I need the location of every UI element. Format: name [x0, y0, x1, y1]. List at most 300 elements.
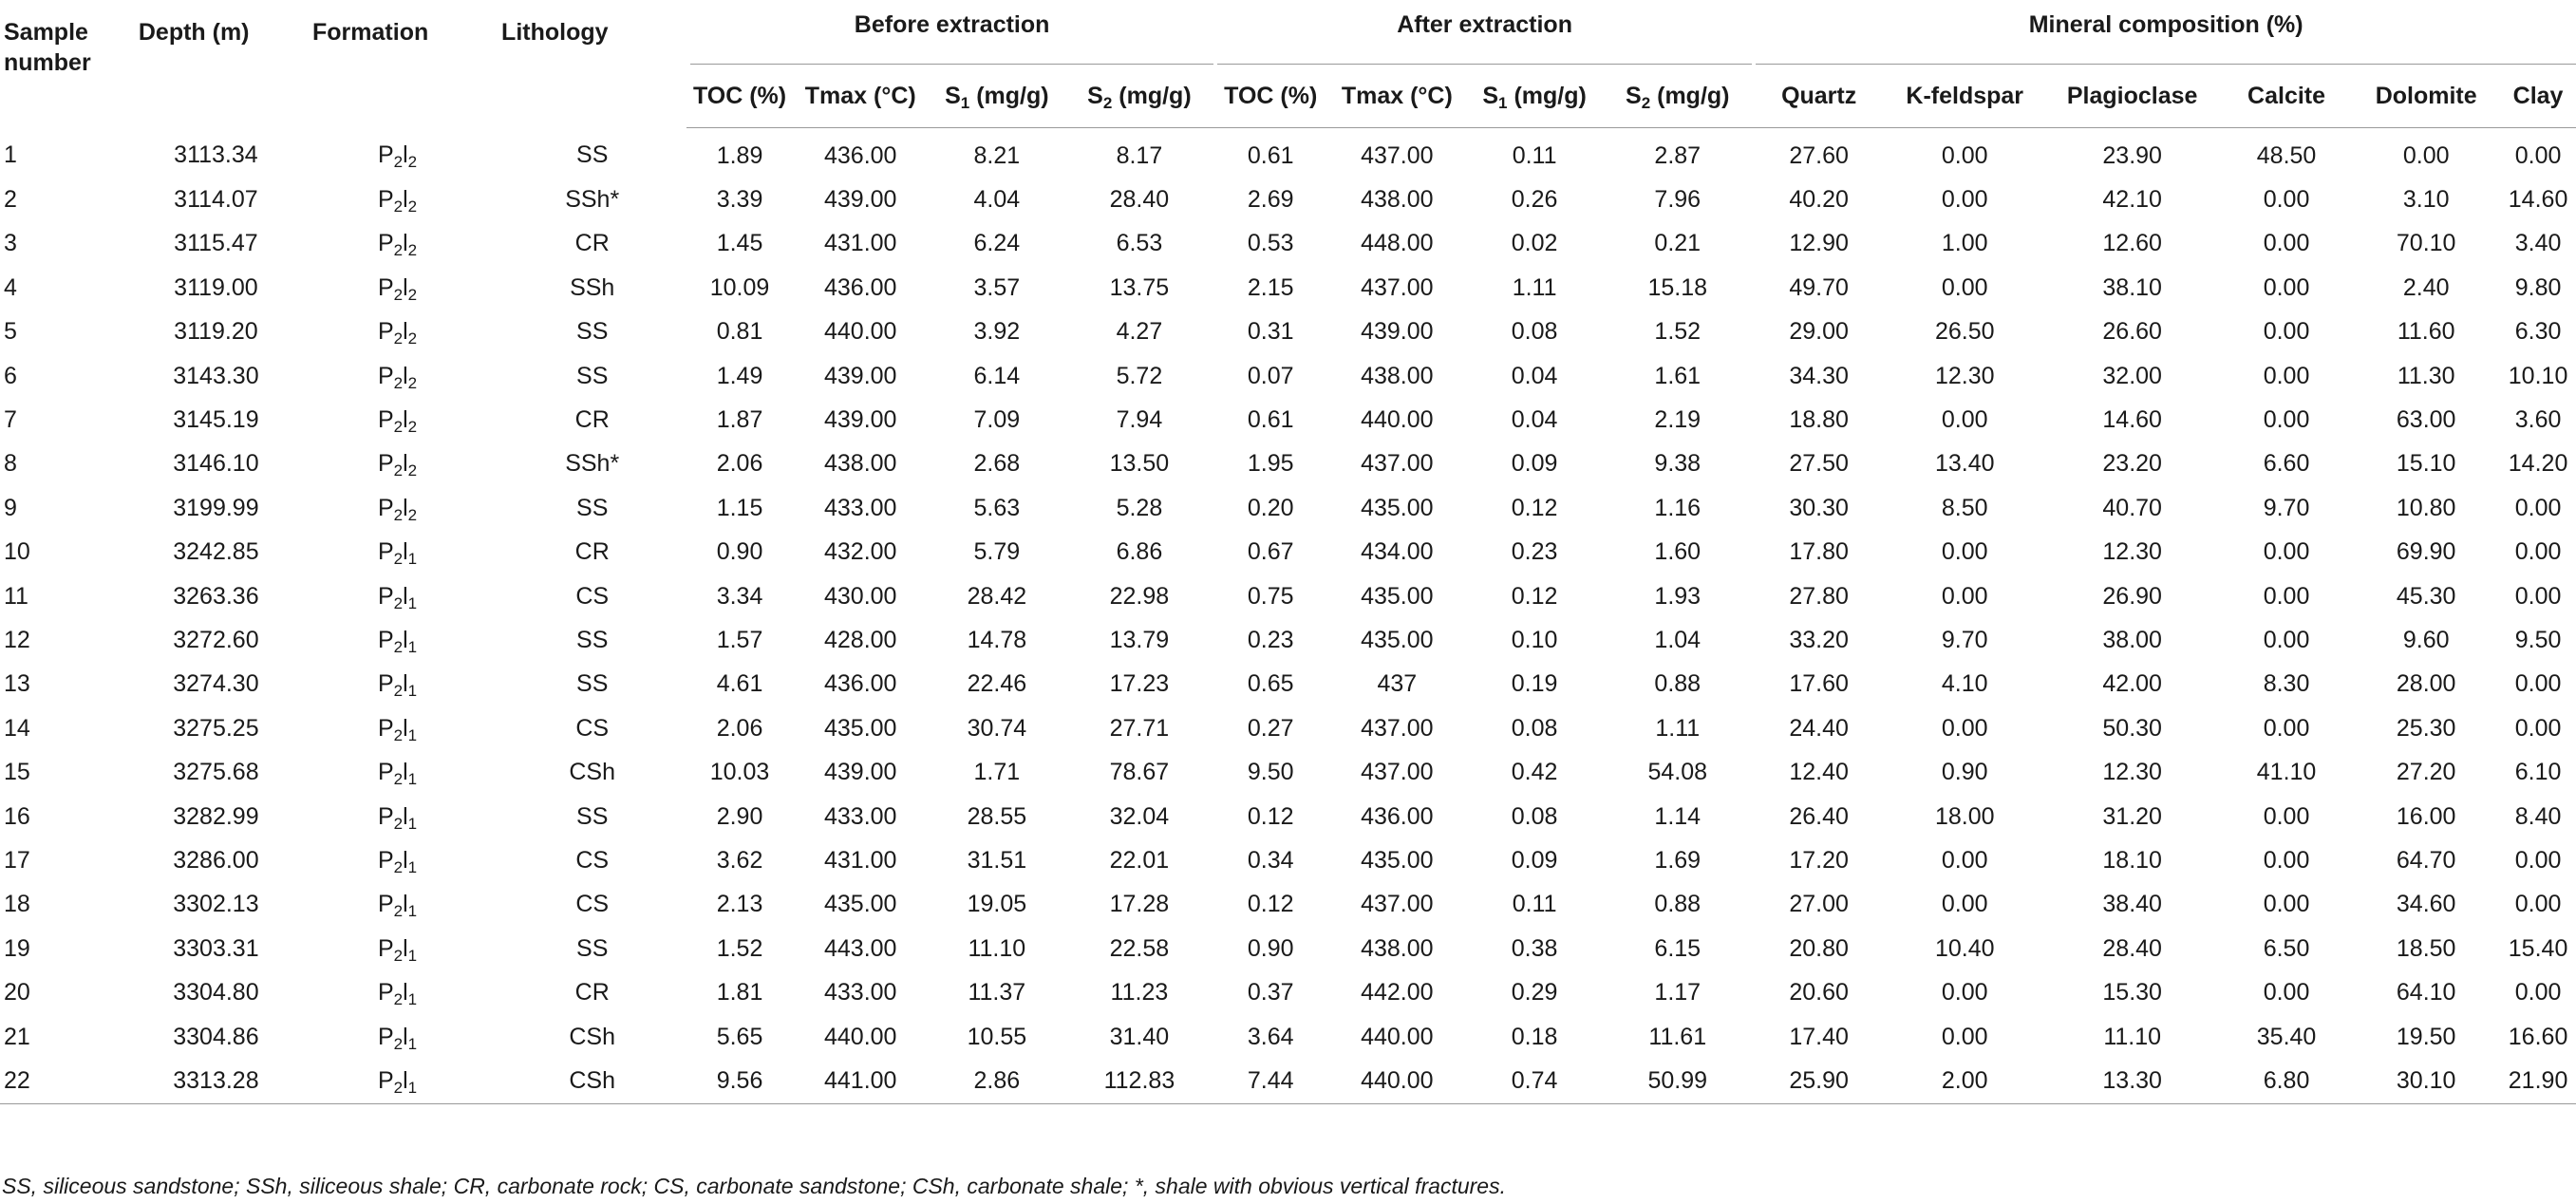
cell-dolomite: 34.60	[2396, 891, 2456, 918]
group-label-mineral: Mineral composition (%)	[1756, 11, 2576, 65]
header-after-toc: TOC (%)	[1213, 72, 1328, 128]
cell-after-tmax: 435.00	[1361, 582, 1434, 610]
cell-before-tmax: 428.00	[824, 626, 897, 653]
cell-formation: $P_2l_2$	[377, 494, 418, 524]
cell-after-s2: 7.96	[1654, 186, 1702, 214]
cell-formation: $P_2l_2$	[377, 141, 418, 172]
cell-before-s1: 30.74	[967, 714, 1027, 742]
cell-before-tmax: 431.00	[824, 846, 897, 874]
cell-before-s2: 8.17	[1116, 141, 1163, 169]
cell-kfeldspar: 0.00	[1941, 714, 1988, 742]
cell-quartz: 27.50	[1789, 450, 1849, 478]
cell-dolomite: 18.50	[2396, 934, 2456, 962]
cell-formation: $P_2l_2$	[377, 186, 418, 216]
cell-formation: $P_2l_1$	[297, 1059, 498, 1103]
cell-before-toc: 5.65	[716, 1023, 763, 1050]
cell-after-toc: 2.15	[1247, 273, 1294, 301]
cell-after-s1: 0.19	[1511, 670, 1558, 698]
cell-after-toc: 0.90	[1247, 934, 1294, 962]
cell-quartz: 27.60	[1789, 141, 1849, 169]
cell-quartz: 30.30	[1789, 494, 1849, 521]
cell-quartz: 34.30	[1789, 362, 1849, 389]
cell-after-s2: 1.60	[1654, 538, 1702, 566]
cell-formation: $P_2l_1$	[377, 1023, 418, 1053]
cell-clay: 14.60	[2508, 186, 2568, 214]
cell-after-tmax: 435.00	[1361, 626, 1434, 653]
cell-quartz: 12.90	[1789, 230, 1849, 257]
cell-before-toc: 3.39	[716, 186, 763, 214]
cell-after-s2: 54.08	[1647, 759, 1708, 786]
header-group-mineral-composition	[1752, 0, 2576, 72]
cell-before-toc: 2.06	[716, 714, 763, 742]
cell-after-toc: 0.67	[1247, 538, 1294, 566]
cell-formation: $P_2l_2$	[377, 362, 418, 392]
cell-before-s2: 17.23	[1109, 670, 1170, 698]
cell-after-s1: 0.04	[1511, 406, 1558, 434]
table-row	[0, 354, 2576, 398]
cell-plagioclase: 11.10	[2103, 1023, 2162, 1050]
cell-kfeldspar: 0.00	[1941, 979, 1988, 1006]
cell-after-s1: 1.11	[1512, 273, 1557, 301]
cell-depth: 3275.25	[173, 714, 259, 742]
cell-quartz: 17.60	[1789, 670, 1849, 698]
cell-after-toc: 1.95	[1247, 450, 1294, 478]
cell-before-toc: 2.90	[716, 802, 763, 830]
cell-before-s2: 5.72	[1116, 362, 1163, 389]
cell-after-s2: 50.99	[1603, 1059, 1752, 1103]
cell-after-s1: 0.12	[1511, 582, 1558, 610]
cell-plagioclase: 38.40	[2102, 891, 2162, 918]
header-plagioclase: Plagioclase	[2043, 72, 2220, 128]
cell-before-tmax: 439.00	[824, 186, 897, 214]
cell-before-tmax: 433.00	[824, 494, 897, 521]
cell-kfeldspar: 0.90	[1941, 759, 1988, 786]
cell-after-toc: 0.12	[1247, 891, 1294, 918]
cell-after-s2: 1.14	[1654, 802, 1702, 830]
cell-calcite: 0.00	[2263, 230, 2310, 257]
table-row	[0, 838, 2576, 882]
cell-after-toc: 0.23	[1247, 626, 1294, 653]
cell-before-toc: 0.81	[716, 318, 763, 346]
table-row	[0, 970, 2576, 1014]
cell-sample-number: 22	[0, 1059, 135, 1103]
cell-clay: 0.00	[2514, 891, 2562, 918]
cell-depth: 3199.99	[173, 494, 259, 521]
cell-dolomite: 28.00	[2396, 670, 2456, 698]
cell-clay: 16.60	[2508, 1023, 2568, 1050]
cell-depth: 3275.68	[173, 759, 259, 786]
cell-after-s1: 0.42	[1511, 759, 1558, 786]
cell-after-s1: 0.38	[1511, 934, 1558, 962]
cell-before-s1: 14.78	[967, 626, 1027, 653]
cell-before-toc: 0.90	[716, 538, 763, 566]
cell-after-s1: 0.08	[1511, 318, 1558, 346]
table-row	[0, 663, 2576, 706]
cell-after-s2: 2.87	[1654, 141, 1702, 169]
cell-kfeldspar: 0.00	[1941, 891, 1988, 918]
cell-formation: $P_2l_1$	[377, 626, 418, 656]
cell-before-s2: 17.28	[1109, 891, 1170, 918]
cell-lithology: SSh*	[565, 450, 620, 478]
cell-calcite: 0.00	[2263, 891, 2310, 918]
cell-dolomite: 69.90	[2396, 538, 2456, 566]
cell-kfeldspar: 0.00	[1941, 406, 1988, 434]
cell-dolomite: 25.30	[2396, 714, 2456, 742]
cell-kfeldspar: 9.70	[1941, 626, 1988, 653]
header-before-toc: TOC (%)	[686, 72, 792, 128]
cell-dolomite: 11.30	[2397, 362, 2455, 389]
cell-lithology: CSh	[498, 1059, 686, 1103]
cell-sample-number: 16	[4, 802, 30, 830]
cell-sample-number: 20	[4, 979, 30, 1006]
cell-before-tmax: 439.00	[824, 406, 897, 434]
cell-lithology: CR	[574, 979, 610, 1006]
cell-formation: $P_2l_1$	[377, 802, 418, 833]
cell-sample-number: 6	[4, 362, 17, 389]
cell-formation: $P_2l_1$	[377, 846, 418, 876]
cell-kfeldspar: 0.00	[1941, 141, 1988, 169]
cell-lithology: SS	[576, 670, 609, 698]
cell-dolomite: 10.80	[2396, 494, 2456, 521]
cell-after-s2: 2.19	[1654, 406, 1702, 434]
cell-lithology: CR	[574, 230, 610, 257]
cell-before-toc: 1.87	[716, 406, 763, 434]
cell-depth: 3286.00	[173, 846, 259, 874]
cell-before-s2: 4.27	[1116, 318, 1163, 346]
cell-after-tmax: 437.00	[1361, 759, 1434, 786]
cell-formation: $P_2l_1$	[377, 934, 418, 965]
cell-after-tmax: 437.00	[1361, 891, 1434, 918]
cell-depth: 3304.86	[173, 1023, 259, 1050]
cell-before-s1: 7.09	[973, 406, 1021, 434]
cell-calcite: 0.00	[2263, 802, 2310, 830]
cell-before-s1: 6.24	[973, 230, 1021, 257]
cell-before-s1: 5.79	[973, 538, 1021, 566]
cell-dolomite: 19.50	[2396, 1023, 2456, 1050]
cell-before-s2: 22.58	[1109, 934, 1170, 962]
header-after-s2: $S_2$ (mg/g)	[1603, 72, 1752, 128]
table-row	[0, 750, 2576, 794]
cell-before-s2: 22.98	[1109, 582, 1170, 610]
cell-calcite: 0.00	[2263, 714, 2310, 742]
cell-formation: $P_2l_1$	[377, 582, 418, 612]
cell-kfeldspar: 4.10	[1941, 670, 1988, 698]
cell-dolomite: 70.10	[2396, 230, 2456, 257]
cell-depth: 3113.34	[174, 141, 258, 169]
cell-before-toc: 1.81	[716, 979, 763, 1006]
cell-after-toc: 0.65	[1247, 670, 1294, 698]
cell-depth: 3143.30	[173, 362, 259, 389]
cell-before-s1: 31.51	[967, 846, 1027, 874]
cell-sample-number: 5	[4, 318, 17, 346]
cell-dolomite: 16.00	[2396, 802, 2456, 830]
cell-after-toc: 0.34	[1247, 846, 1294, 874]
table-row	[0, 222, 2576, 266]
cell-kfeldspar: 2.00	[1886, 1059, 2043, 1103]
cell-depth: 3302.13	[173, 891, 259, 918]
cell-clay: 0.00	[2514, 670, 2562, 698]
cell-dolomite: 11.60	[2397, 318, 2455, 346]
cell-after-s1: 0.11	[1512, 141, 1557, 169]
cell-after-s2: 0.88	[1654, 891, 1702, 918]
cell-after-tmax: 439.00	[1361, 318, 1434, 346]
cell-before-s2: 13.75	[1109, 273, 1170, 301]
cell-lithology: SS	[576, 934, 609, 962]
cell-before-toc: 1.15	[716, 494, 763, 521]
cell-before-s1: 28.55	[967, 802, 1027, 830]
cell-depth: 3115.47	[174, 230, 258, 257]
cell-after-s1: 0.08	[1511, 714, 1558, 742]
cell-clay: 14.20	[2508, 450, 2568, 478]
cell-quartz: 20.80	[1789, 934, 1849, 962]
cell-calcite: 0.00	[2263, 406, 2310, 434]
table-row	[0, 310, 2576, 354]
cell-before-toc: 4.61	[716, 670, 763, 698]
table-header	[0, 0, 2576, 128]
cell-before-s1: 8.21	[973, 141, 1021, 169]
cell-after-s2: 6.15	[1654, 934, 1702, 962]
cell-before-toc: 9.56	[686, 1059, 792, 1103]
cell-after-s2: 11.61	[1648, 1023, 1707, 1050]
cell-after-s2: 1.93	[1654, 582, 1702, 610]
cell-plagioclase: 26.60	[2102, 318, 2162, 346]
cell-before-tmax: 431.00	[824, 230, 897, 257]
cell-before-s1: 11.10	[968, 934, 1026, 962]
table-row	[0, 486, 2576, 530]
cell-after-tmax: 438.00	[1361, 934, 1434, 962]
cell-depth: 3313.28	[135, 1059, 297, 1103]
cell-before-toc: 1.57	[716, 626, 763, 653]
cell-after-s1: 0.09	[1511, 846, 1558, 874]
cell-calcite: 0.00	[2263, 186, 2310, 214]
cell-lithology: SSh*	[565, 186, 620, 214]
cell-depth: 3263.36	[173, 582, 259, 610]
cell-before-tmax: 433.00	[824, 979, 897, 1006]
cell-before-tmax: 433.00	[824, 802, 897, 830]
cell-before-s2: 6.86	[1116, 538, 1163, 566]
header-before-s2: $S_2$ (mg/g)	[1065, 72, 1213, 128]
cell-calcite: 0.00	[2263, 582, 2310, 610]
cell-after-s1: 0.02	[1511, 230, 1558, 257]
cell-before-tmax: 439.00	[824, 362, 897, 389]
cell-kfeldspar: 8.50	[1941, 494, 1988, 521]
table-row	[0, 795, 2576, 838]
cell-after-tmax: 440.00	[1361, 1023, 1434, 1050]
cell-plagioclase: 12.60	[2102, 230, 2162, 257]
cell-lithology: CSh	[569, 1023, 616, 1050]
cell-after-toc: 0.75	[1247, 582, 1294, 610]
cell-after-toc: 2.69	[1247, 186, 1294, 214]
cell-calcite: 0.00	[2263, 362, 2310, 389]
cell-after-toc: 0.12	[1247, 802, 1294, 830]
cell-before-s2: 28.40	[1109, 186, 1170, 214]
header-sample-number: Sample number	[4, 19, 91, 76]
cell-dolomite: 64.10	[2396, 979, 2456, 1006]
cell-plagioclase: 42.00	[2102, 670, 2162, 698]
cell-kfeldspar: 26.50	[1934, 318, 1995, 346]
cell-after-toc: 9.50	[1247, 759, 1294, 786]
cell-before-toc: 1.52	[716, 934, 763, 962]
cell-after-s1: 0.18	[1511, 1023, 1558, 1050]
cell-after-toc: 7.44	[1213, 1059, 1328, 1103]
cell-dolomite: 2.40	[2402, 273, 2450, 301]
table-row	[0, 574, 2576, 618]
cell-before-tmax: 436.00	[824, 141, 897, 169]
cell-lithology: SS	[576, 141, 609, 169]
cell-lithology: CR	[574, 406, 610, 434]
cell-lithology: CS	[575, 891, 610, 918]
cell-before-tmax: 441.00	[793, 1059, 929, 1103]
cell-sample-number: 4	[4, 273, 17, 301]
cell-lithology: CS	[575, 582, 610, 610]
cell-lithology: CS	[575, 846, 610, 874]
cell-dolomite: 64.70	[2396, 846, 2456, 874]
cell-plagioclase: 23.20	[2102, 450, 2162, 478]
cell-depth: 3242.85	[173, 538, 259, 566]
cell-clay: 0.00	[2514, 538, 2562, 566]
cell-before-tmax: 443.00	[824, 934, 897, 962]
cell-after-s1: 0.04	[1511, 362, 1558, 389]
cell-kfeldspar: 18.00	[1934, 802, 1995, 830]
cell-after-toc: 0.37	[1247, 979, 1294, 1006]
cell-after-s1: 0.11	[1512, 891, 1557, 918]
cell-lithology: SS	[576, 318, 609, 346]
cell-before-s2: 112.83	[1065, 1059, 1213, 1103]
cell-after-s1: 0.29	[1511, 979, 1558, 1006]
cell-after-tmax: 435.00	[1361, 846, 1434, 874]
cell-kfeldspar: 0.00	[1941, 186, 1988, 214]
header-after-tmax: Tmax (°C)	[1328, 72, 1466, 128]
cell-plagioclase: 28.40	[2102, 934, 2162, 962]
cell-before-tmax: 438.00	[824, 450, 897, 478]
cell-lithology: CR	[574, 538, 610, 566]
cell-lithology: SS	[576, 802, 609, 830]
cell-depth: 3114.07	[174, 186, 258, 214]
cell-plagioclase: 40.70	[2102, 494, 2162, 521]
cell-before-s1: 4.04	[973, 186, 1021, 214]
cell-lithology: CS	[575, 714, 610, 742]
cell-after-toc: 0.31	[1247, 318, 1294, 346]
cell-sample-number: 17	[4, 846, 30, 874]
cell-after-tmax: 442.00	[1361, 979, 1434, 1006]
cell-after-s2: 1.16	[1654, 494, 1702, 521]
table-row	[0, 1015, 2576, 1059]
table-row	[0, 706, 2576, 750]
cell-calcite: 41.10	[2256, 759, 2317, 786]
cell-plagioclase: 31.20	[2102, 802, 2162, 830]
header-calcite: Calcite	[2221, 72, 2352, 128]
cell-kfeldspar: 0.00	[1941, 538, 1988, 566]
cell-formation: $P_2l_2$	[377, 230, 418, 260]
cell-after-toc: 0.20	[1247, 494, 1294, 521]
cell-before-s2: 22.01	[1109, 846, 1170, 874]
cell-before-toc: 10.03	[709, 759, 770, 786]
header-formation: Formation	[312, 19, 429, 46]
cell-before-toc: 1.89	[716, 141, 763, 169]
cell-calcite: 0.00	[2263, 846, 2310, 874]
cell-quartz: 27.80	[1789, 582, 1849, 610]
cell-plagioclase: 32.00	[2102, 362, 2162, 389]
cell-after-toc: 3.64	[1247, 1023, 1294, 1050]
cell-sample-number: 2	[4, 186, 17, 214]
cell-before-toc: 2.06	[716, 450, 763, 478]
cell-quartz: 17.40	[1789, 1023, 1849, 1050]
cell-after-tmax: 438.00	[1361, 362, 1434, 389]
cell-dolomite: 63.00	[2396, 406, 2456, 434]
cell-after-s2: 1.69	[1654, 846, 1702, 874]
cell-after-s2: 1.61	[1654, 362, 1702, 389]
cell-sample-number: 9	[4, 494, 17, 521]
cell-kfeldspar: 13.40	[1934, 450, 1995, 478]
cell-quartz: 24.40	[1789, 714, 1849, 742]
cell-clay: 3.60	[2514, 406, 2562, 434]
cell-sample-number: 10	[4, 538, 30, 566]
cell-after-tmax: 440.00	[1361, 406, 1434, 434]
cell-formation: $P_2l_2$	[377, 450, 418, 480]
cell-after-s1: 0.12	[1511, 494, 1558, 521]
cell-sample-number: 18	[4, 891, 30, 918]
table-row	[0, 531, 2576, 574]
table-body	[0, 128, 2576, 1104]
cell-after-tmax: 437.00	[1361, 141, 1434, 169]
cell-after-s2: 1.11	[1655, 714, 1701, 742]
cell-clay: 21.90	[2500, 1059, 2576, 1103]
cell-quartz: 33.20	[1789, 626, 1849, 653]
cell-after-tmax: 438.00	[1361, 186, 1434, 214]
cell-calcite: 48.50	[2256, 141, 2317, 169]
cell-formation: $P_2l_2$	[377, 318, 418, 348]
cell-quartz: 27.00	[1789, 891, 1849, 918]
cell-kfeldspar: 0.00	[1941, 582, 1988, 610]
cell-after-tmax: 435.00	[1361, 494, 1434, 521]
cell-before-s1: 2.86	[929, 1059, 1065, 1103]
cell-before-s1: 22.46	[967, 670, 1027, 698]
header-quartz: Quartz	[1752, 72, 1886, 128]
cell-after-s1: 0.74	[1466, 1059, 1603, 1103]
cell-depth: 3119.20	[174, 318, 258, 346]
header-depth: Depth (m)	[138, 19, 250, 46]
cell-clay: 3.40	[2514, 230, 2562, 257]
cell-quartz: 17.20	[1789, 846, 1849, 874]
cell-depth: 3146.10	[173, 450, 259, 478]
cell-before-s1: 2.68	[973, 450, 1021, 478]
cell-kfeldspar: 1.00	[1941, 230, 1988, 257]
table-row	[0, 618, 2576, 662]
cell-clay: 0.00	[2514, 714, 2562, 742]
cell-calcite: 0.00	[2263, 626, 2310, 653]
cell-quartz: 49.70	[1789, 273, 1849, 301]
cell-before-s2: 13.79	[1109, 626, 1170, 653]
cell-depth: 3272.60	[173, 626, 259, 653]
cell-after-s2: 1.04	[1654, 626, 1702, 653]
cell-before-s1: 10.55	[967, 1023, 1027, 1050]
table-row	[0, 883, 2576, 927]
cell-calcite: 8.30	[2263, 670, 2310, 698]
cell-after-tmax: 437	[1377, 670, 1418, 698]
cell-before-s1: 5.63	[973, 494, 1021, 521]
cell-before-s2: 6.53	[1116, 230, 1163, 257]
cell-after-toc: 0.27	[1247, 714, 1294, 742]
table-row	[0, 1059, 2576, 1103]
cell-calcite: 0.00	[2263, 979, 2310, 1006]
cell-before-s1: 11.37	[968, 979, 1026, 1006]
cell-depth: 3304.80	[173, 979, 259, 1006]
table-footnote: SS, siliceous sandstone; SSh, siliceous shale; CR, carbonate rock; CS, carbonate sandstone; CSh, carbonate shale; *, shale with obvious vertical fractures.	[2, 1174, 1506, 1198]
cell-dolomite: 27.20	[2396, 759, 2456, 786]
cell-sample-number: 1	[4, 141, 17, 169]
cell-before-tmax: 440.00	[824, 318, 897, 346]
cell-before-tmax: 440.00	[824, 1023, 897, 1050]
